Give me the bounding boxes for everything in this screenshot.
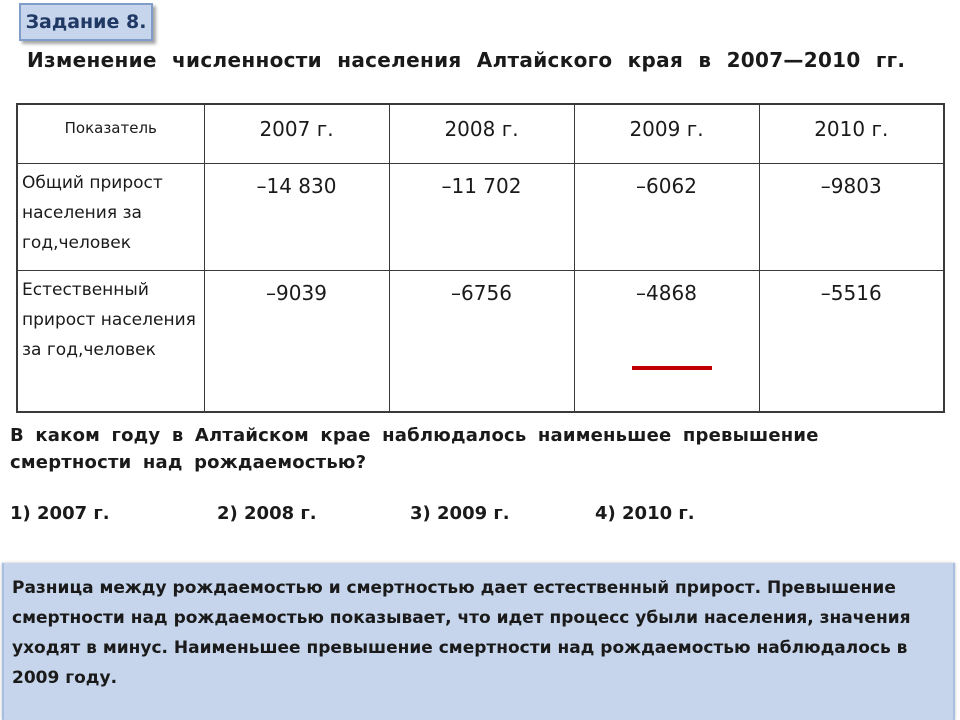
cell-natural-2009: –4868 bbox=[574, 271, 759, 413]
header-year-2007: 2007 г. bbox=[204, 104, 389, 164]
table-header-row bbox=[17, 104, 944, 164]
explanation-box bbox=[2, 563, 955, 720]
table-row-total-growth bbox=[17, 164, 944, 271]
page-title: Изменение численности населения Алтайского края в 2007—2010 гг. bbox=[27, 48, 906, 72]
explanation-text: Разница между рождаемостью и смертностью дает естественный прирост. Превышение смертности над рождаемостью показывает, что идет процесс убыли населения, значения уходят в минус. Наименьшее превышение смертности над рождаемостью наблюдалось в 2009 году. bbox=[12, 578, 911, 688]
answer-option-2[interactable]: 2) 2008 г. bbox=[217, 503, 317, 524]
row-label-natural-growth: Естественный прирост населения за год,человек bbox=[17, 271, 204, 413]
answer-options bbox=[0, 503, 960, 529]
answer-option-1[interactable]: 1) 2007 г. bbox=[10, 503, 110, 524]
answer-option-3[interactable]: 3) 2009 г. bbox=[410, 503, 510, 524]
answer-highlight-underline bbox=[632, 366, 712, 370]
table-row-natural-growth bbox=[17, 271, 944, 413]
cell-total-2009: –6062 bbox=[574, 164, 759, 271]
population-table bbox=[16, 103, 945, 413]
header-year-2008: 2008 г. bbox=[389, 104, 574, 164]
question-text: В каком году в Алтайском крае наблюдалось наименьшее превышение смертности над рождаемостью? bbox=[10, 425, 819, 473]
task-number-badge: Задание 8. bbox=[19, 3, 153, 41]
cell-total-2007: –14 830 bbox=[204, 164, 389, 271]
cell-natural-2007: –9039 bbox=[204, 271, 389, 413]
cell-total-2008: –11 702 bbox=[389, 164, 574, 271]
header-year-2009: 2009 г. bbox=[574, 104, 759, 164]
cell-total-2010: –9803 bbox=[759, 164, 944, 271]
row-label-total-growth: Общий прирост населения за год,человек bbox=[17, 164, 204, 271]
header-indicator: Показатель bbox=[17, 104, 204, 164]
answer-option-4[interactable]: 4) 2010 г. bbox=[595, 503, 695, 524]
header-year-2010: 2010 г. bbox=[759, 104, 944, 164]
cell-natural-2010: –5516 bbox=[759, 271, 944, 413]
cell-natural-2008: –6756 bbox=[389, 271, 574, 413]
